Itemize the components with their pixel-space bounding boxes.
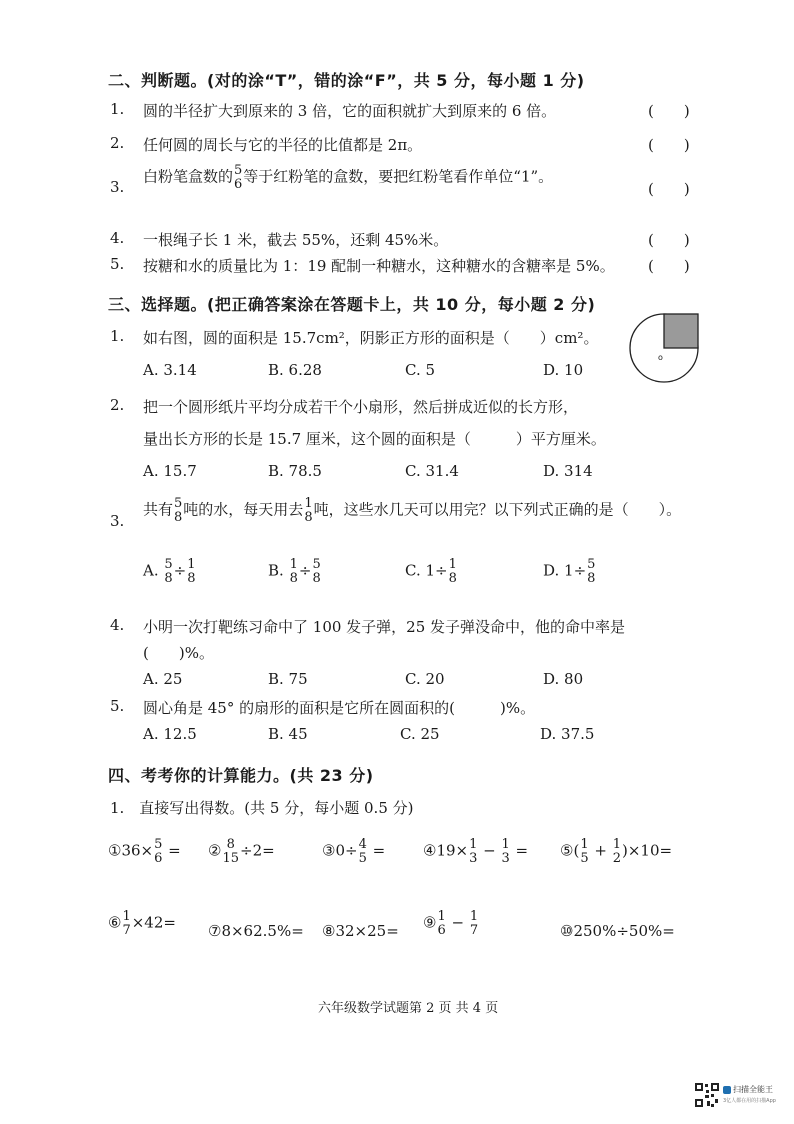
fraction: 8 15 bbox=[222, 837, 239, 866]
calc-1: ①36× 5 6 = bbox=[108, 837, 181, 866]
judge-1-paren[interactable]: ( ) bbox=[648, 102, 690, 120]
section4-title: 四、考考你的计算能力。(共 23 分) bbox=[108, 766, 374, 785]
judge-4-text: 一根绳子长 1 米，截去 55%，还剩 45%米。 bbox=[143, 231, 449, 249]
fraction: 1 2 bbox=[612, 837, 621, 866]
fraction: 1 3 bbox=[469, 837, 478, 866]
page-footer: 六年级数学试题第 2 页 共 4 页 bbox=[318, 1001, 499, 1016]
scanner-subtitle: 3亿人都在用的扫描App bbox=[723, 1098, 776, 1104]
choice-4-line2: ( )%。 bbox=[143, 644, 214, 662]
choice-3-text bbox=[143, 497, 681, 524]
judge-1-num: 1. bbox=[110, 100, 125, 118]
judge-5-text: 按糖和水的质量比为 1：19 配制一种糖水，这种糖水的含糖率是 5%。 bbox=[143, 257, 615, 275]
judge-1-text: 圆的半径扩大到原来的 3 倍，它的面积就扩大到原来的 6 倍。 bbox=[143, 102, 557, 120]
judge-3-paren[interactable]: ( ) bbox=[648, 180, 690, 198]
judge-3-num: 3. bbox=[110, 178, 125, 196]
choice-3-option-d[interactable]: D. 1÷ 5 8 bbox=[543, 557, 596, 586]
choice-4-line1: 小明一次打靶练习命中了 100 发子弹，25 发子弹没命中，他的命中率是 bbox=[143, 618, 626, 636]
judge-4-paren[interactable]: ( ) bbox=[648, 231, 690, 249]
choice-2-line2: 量出长方形的长是 15.7 厘米，这个圆的面积是（ ）平方厘米。 bbox=[143, 430, 606, 448]
choice-2-line1: 把一个圆形纸片平均分成若干个小扇形，然后拼成近似的长方形， bbox=[143, 398, 579, 416]
calc-6: ⑥ 1 7 ×42= bbox=[108, 909, 176, 938]
scanner-brand: 扫描全能王 bbox=[733, 1085, 773, 1094]
fraction: 5 8 bbox=[174, 496, 183, 525]
choice-1-option-b[interactable]: B. 6.28 bbox=[268, 361, 322, 379]
fraction: 1 8 bbox=[448, 557, 457, 586]
choice-3-num: 3. bbox=[110, 512, 125, 530]
fraction: 1 8 bbox=[187, 557, 196, 586]
section4-sub1: 1. 直接写出得数。(共 5 分，每小题 0.5 分) bbox=[110, 799, 414, 817]
choice-2-option-b[interactable]: B. 78.5 bbox=[268, 462, 322, 480]
fraction: 1 5 bbox=[580, 837, 589, 866]
choice-5-option-b[interactable]: B. 45 bbox=[268, 725, 308, 743]
fraction: 5 8 bbox=[312, 557, 321, 586]
calc-3: ③0÷ 4 5 = bbox=[322, 837, 386, 866]
judge-2-paren[interactable]: ( ) bbox=[648, 136, 690, 154]
fraction: 1 7 bbox=[122, 909, 131, 938]
choice-1-option-c[interactable]: C. 5 bbox=[405, 361, 436, 379]
fraction: 1 8 bbox=[304, 496, 313, 525]
choice-2-num: 2. bbox=[110, 396, 125, 414]
fraction: 5 6 bbox=[154, 837, 163, 866]
scanner-watermark bbox=[694, 1080, 784, 1110]
qr-code-icon bbox=[694, 1082, 720, 1108]
choice-3-option-a[interactable]: A. 5 8 ÷ 1 8 bbox=[143, 557, 196, 586]
choice-5-option-c[interactable]: C. 25 bbox=[400, 725, 440, 743]
judge-3-post: 等于红粉笔的盒数，要把红粉笔看作单位“1”。 bbox=[243, 167, 554, 186]
choice-5-text: 圆心角是 45° 的扇形的面积是它所在圆面积的( )%。 bbox=[143, 699, 536, 717]
scanner-logo-icon bbox=[723, 1086, 731, 1094]
choice-1-num: 1. bbox=[110, 327, 125, 345]
choice-4-option-c[interactable]: C. 20 bbox=[405, 670, 445, 688]
section3-title: 三、选择题。(把正确答案涂在答题卡上，共 10 分，每小题 2 分) bbox=[108, 295, 596, 314]
choice-4-option-b[interactable]: B. 75 bbox=[268, 670, 308, 688]
calc-7: ⑦8×62.5%= bbox=[208, 922, 304, 940]
judge-2-num: 2. bbox=[110, 134, 125, 152]
fraction: 4 5 bbox=[358, 837, 367, 866]
fraction: 1 3 bbox=[501, 837, 510, 866]
section2-title: 二、判断题。(对的涂“T”，错的涂“F”，共 5 分，每小题 1 分) bbox=[108, 71, 585, 90]
fraction: 1 7 bbox=[469, 909, 479, 938]
choice-2-option-d[interactable]: D. 314 bbox=[543, 462, 593, 480]
choice-4-option-a[interactable]: A. 25 bbox=[143, 670, 183, 688]
judge-5-paren[interactable]: ( ) bbox=[648, 257, 690, 275]
calc-8: ⑧32×25= bbox=[322, 922, 399, 940]
fraction: 1 6 bbox=[437, 909, 446, 938]
fraction: 5 8 bbox=[164, 557, 173, 586]
calc-9: ⑨ 1 6 − 1 7 bbox=[423, 909, 479, 938]
judge-2-text: 任何圆的周长与它的半径的比值都是 2π。 bbox=[143, 136, 423, 154]
choice-3-option-b[interactable]: B. 1 8 ÷ 5 8 bbox=[268, 557, 321, 586]
choice-3-t3: 吨，这些水几天可以用完？以下列式正确的是（ ）。 bbox=[313, 500, 682, 519]
choice-4-num: 4. bbox=[110, 616, 125, 634]
fraction: 5 6 bbox=[234, 163, 243, 192]
fraction: 5 8 bbox=[587, 557, 596, 586]
choice-4-option-d[interactable]: D. 80 bbox=[543, 670, 584, 688]
choice-1-option-d[interactable]: D. 10 bbox=[543, 361, 584, 379]
circle-square-figure bbox=[628, 308, 708, 388]
choice-5-option-a[interactable]: A. 12.5 bbox=[143, 725, 197, 743]
calc-4: ④19× 1 3 − 1 3 = bbox=[423, 837, 529, 866]
choice-3-option-c[interactable]: C. 1÷ 1 8 bbox=[405, 557, 457, 586]
choice-2-option-a[interactable]: A. 15.7 bbox=[143, 462, 197, 480]
calc-5: ⑤( 1 5 + 1 2 )×10= bbox=[560, 837, 673, 866]
choice-1-text: 如右图，圆的面积是 15.7cm²，阴影正方形的面积是（ ）cm²。 bbox=[143, 329, 599, 347]
judge-4-num: 4. bbox=[110, 229, 125, 247]
calc-10: ⑩250%÷50%= bbox=[560, 922, 675, 940]
judge-3-text bbox=[143, 164, 553, 191]
choice-5-num: 5. bbox=[110, 697, 125, 715]
choice-3-t2: 吨的水，每天用去 bbox=[183, 500, 304, 519]
choice-2-option-c[interactable]: C. 31.4 bbox=[405, 462, 459, 480]
choice-1-option-a[interactable]: A. 3.14 bbox=[143, 361, 197, 379]
choice-5-option-d[interactable]: D. 37.5 bbox=[540, 725, 595, 743]
judge-3-pre: 白粉笔盒数的 bbox=[143, 167, 234, 186]
fraction: 1 8 bbox=[289, 557, 298, 586]
judge-5-num: 5. bbox=[110, 255, 125, 273]
calc-2: ② 8 15 ÷2= bbox=[208, 837, 275, 866]
circle-center-label: o bbox=[658, 353, 663, 362]
choice-3-t1: 共有 bbox=[143, 500, 174, 519]
